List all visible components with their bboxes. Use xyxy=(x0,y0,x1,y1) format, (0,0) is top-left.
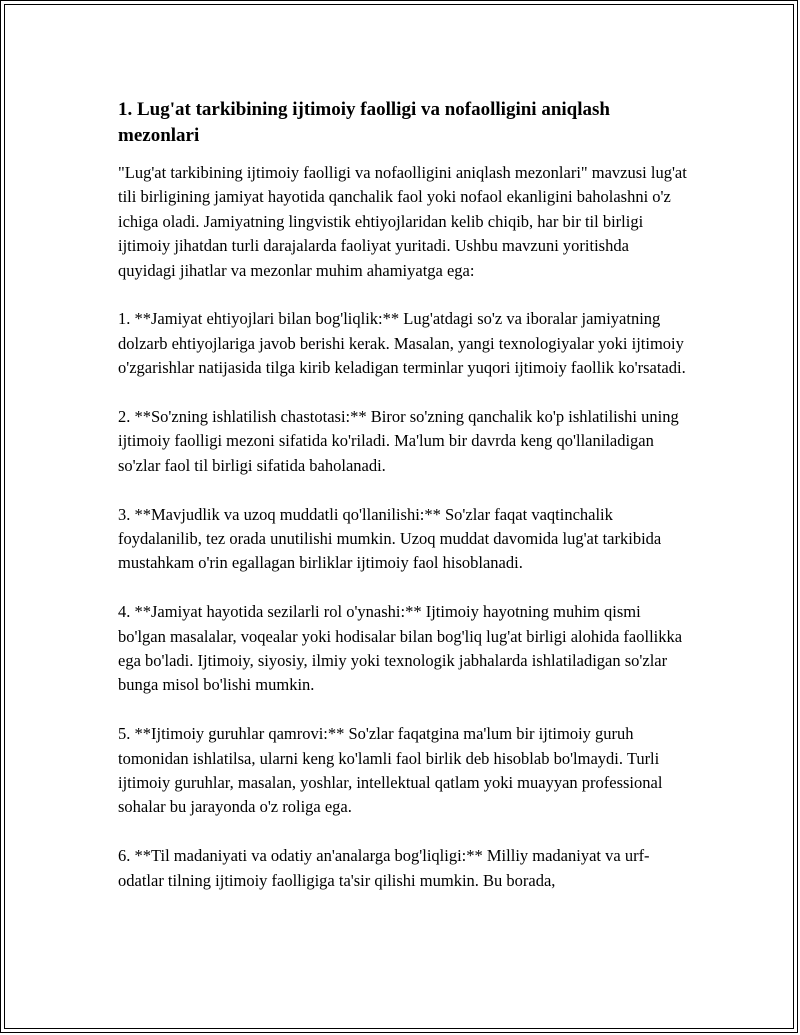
document-body xyxy=(118,97,688,917)
criterion-paragraph-5: 5. **Ijtimoiy guruhlar qamrovi:** So'zlar faqatgina ma'lum bir ijtimoiy guruh tomonidan ishlatilsa, ularni keng ko'lamli faol birlik deb hisoblab bo'lmaydi. Turli ijtimoiy guruhlar, masalan, yoshlar, intellektual qatlam yoki muayyan professional sohalar bu jarayonda o'z roliga ega. xyxy=(118,724,663,817)
criterion-paragraph-3: 3. **Mavjudlik va uzoq muddatli qo'llanilishi:** So'zlar faqat vaqtinchalik foydalanilib, tez orada unutilishi mumkin. Uzoq muddat davomida lug'at tarkibida mustahkam o'rin egallagan birliklar ijtimoiy faol hisoblanadi. xyxy=(118,504,662,573)
criterion-paragraph-2: 2. **So'zning ishlatilish chastotasi:** Biror so'zning qanchalik ko'p ishlatilishi uning ijtimoiy faolligi mezoni sifatida ko'riladi. Ma'lum bir davrda keng qo'llaniladigan so'zlar faol til birligi sifatida baholanadi. xyxy=(118,407,679,475)
criterion-paragraph-4: 4. **Jamiyat hayotida sezilarli rol o'ynashi:** Ijtimoiy hayotning muhim qismi bo'lgan masalalar, voqealar yoki hodisalar bilan bog'liq lug'at birligi alohida faollikka ega bo'ladi. Ijtimoiy, siyosiy, ilmiy yoki texnologik jabhalarda ishlatiladigan so'zlar bunga misol bo'lishi mumkin. xyxy=(118,602,683,695)
criterion-paragraph-6: 6. **Til madaniyati va odatiy an'analarga bog'liqligi:** Milliy madaniyat va urf-odatlar tilning ijtimoiy faolligiga ta'sir qilishi mumkin. Bu borada, xyxy=(118,846,650,890)
criterion-paragraph-1: 1. **Jamiyat ehtiyojlari bilan bog'liqlik:** Lug'atdagi so'z va iboralar jamiyatning dolzarb ehtiyojlariga javob berishi kerak. Masalan, yangi texnologiyalar yoki ijtimoiy o'zgarishlar natijasida tilga kirib keladigan terminlar yuqori ijtimoiy faollik ko'rsatadi. xyxy=(118,309,686,378)
intro-paragraph: "Lug'at tarkibining ijtimoiy faolligi va nofaolligini aniqlash mezonlari" mavzusi lug'at tili birligining jamiyat hayotida qanchalik faol yoki nofaol ekanligini baholashni o'z ichiga oladi. Jamiyatning lingvistik ehtiyojlaridan kelib chiqib, har bir til birligi ijtimoiy jihatdan turli darajalarda faoliyat yuritadi. Ushbu mavzuni yoritishda quyidagi jihatlar va mezonlar muhim ahamiyatga ega: xyxy=(118,163,687,280)
document-title: 1. Lug'at tarkibining ijtimoiy faolligi va nofaolligini aniqlash mezonlari xyxy=(118,99,610,146)
